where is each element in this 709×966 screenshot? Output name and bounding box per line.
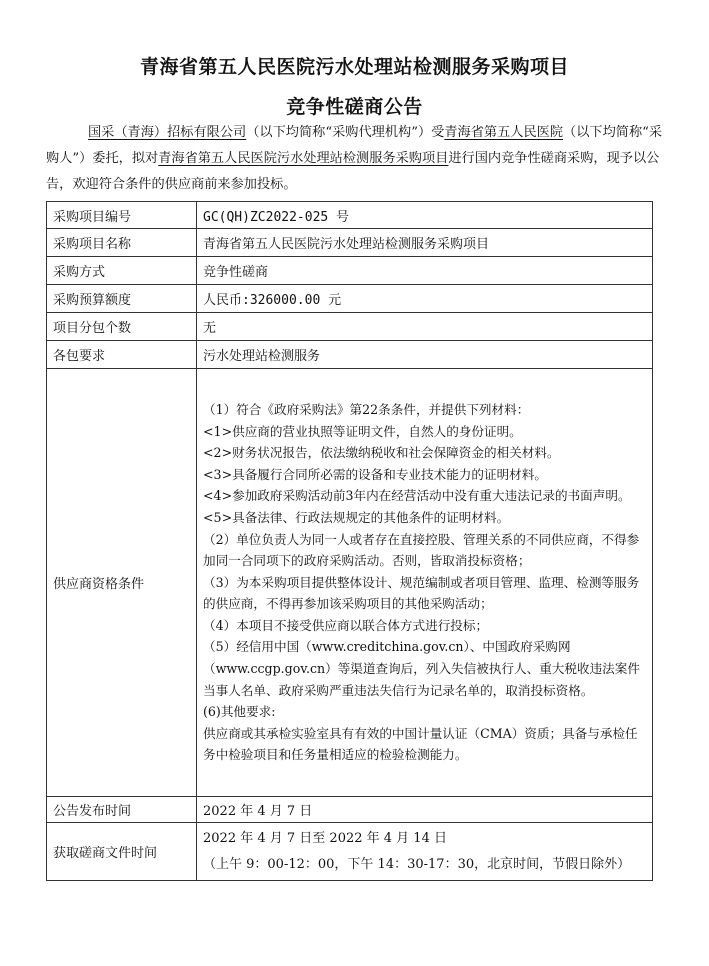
table-row <box>47 341 653 369</box>
row-value: 竞争性磋商 <box>197 257 653 285</box>
qualification-item: （3）为本采购项目提供整体设计、规范编制或者项目管理、监理、检测等服务的供应商，不得再参加该采购项目的其他采购活动； <box>203 574 640 612</box>
table-row <box>47 257 653 285</box>
intro-text-1: （以下均简称“采购代理机构”）受 <box>246 125 445 140</box>
notice-table <box>46 201 653 881</box>
obtain-hours: （上午 9：00-12：00，下午 14：30-17：30，北京时间，节假日除外） <box>203 856 631 872</box>
purchaser-name: 青海省第五人民医院 <box>444 125 564 140</box>
table-row <box>47 229 653 257</box>
obtain-date-range: 2022 年 4 月 7 日至 2022 年 4 月 14 日 <box>203 830 447 846</box>
qualification-item: <1>供应商的营业执照等证明文件，自然人的身份证明。 <box>203 423 522 439</box>
row-label: 公告发布时间 <box>47 797 197 823</box>
qualification-item: <3>具备履行合同所必需的设备和专业技术能力的证明材料。 <box>203 466 547 482</box>
page-title: 青海省第五人民医院污水处理站检测服务采购项目 <box>139 56 569 78</box>
row-value: 无 <box>197 313 653 341</box>
row-value: GC(QH)ZC2022-025 号 <box>197 202 653 229</box>
table-row <box>47 285 653 313</box>
row-value: 青海省第五人民医院污水处理站检测服务采购项目 <box>197 229 653 257</box>
page-subtitle: 竞争性磋商公告 <box>286 96 423 118</box>
qualification-item: （2）单位负责人为同一人或者存在直接控股、管理关系的不同供应商，不得参加同一合同项下的政府采购活动。否则，皆取消投标资格； <box>203 531 640 569</box>
intro-paragraph <box>46 120 666 198</box>
publish-date: 2022 年 4 月 7 日 <box>197 797 653 823</box>
row-label: 各包要求 <box>47 341 197 369</box>
qualification-item: （1）符合《政府采购法》第22条条件，并提供下列材料： <box>203 401 530 417</box>
row-label: 采购项目编号 <box>47 202 197 229</box>
qualification-item: <2>财务状况报告，依法缴纳税收和社会保障资金的相关材料。 <box>203 445 560 461</box>
qualification-item: <5>具备法律、行政法规规定的其他条件的证明材料。 <box>203 509 510 525</box>
intro-text-3: 进行国内竞争性磋商采购，现予以公告，欢迎符合条件的供应商前来参加投标。 <box>46 151 660 192</box>
intro-text-2: （以下均简称“采购人”）委托，拟对 <box>46 125 663 166</box>
qualification-list <box>197 369 653 797</box>
row-label: 项目分包个数 <box>47 313 197 341</box>
project-name: 青海省第五人民医院污水处理站检测服务采购项目 <box>158 151 449 166</box>
table-row <box>47 369 653 797</box>
qualification-item: 供应商或其承检实验室具有有效的中国计量认证（CMA）资质；具备与承检任务中检验项目和任务量相适应的检验检测能力。 <box>203 725 638 763</box>
table-row <box>47 797 653 823</box>
row-label: 获取磋商文件时间 <box>47 823 197 881</box>
row-value: 人民币:326000.00 元 <box>197 285 653 313</box>
table-row <box>47 313 653 341</box>
row-label: 供应商资格条件 <box>47 369 197 797</box>
row-label: 采购项目名称 <box>47 229 197 257</box>
table-row <box>47 202 653 229</box>
row-label: 采购方式 <box>47 257 197 285</box>
qualification-item: （5）经信用中国（www.creditchina.gov.cn）、中国政府采购网（www.ccgp.gov.cn）等渠道查询后，列入失信被执行人、重大税收违法案件当事人名单、政府采购严重违法失信行为记录名单的，取消投标资格。 <box>203 639 640 698</box>
qualification-item: <4>参加政府采购活动前3年内在经营活动中没有重大违法记录的书面声明。 <box>203 488 631 504</box>
table-row <box>47 823 653 881</box>
obtain-period <box>197 823 653 881</box>
row-label: 采购预算额度 <box>47 285 197 313</box>
qualification-item: （4）本项目不接受供应商以联合体方式进行投标； <box>203 617 489 633</box>
row-value: 污水处理站检测服务 <box>197 341 653 369</box>
agency-name: 国采（青海）招标有限公司 <box>88 125 247 140</box>
qualification-item: (6)其他要求: <box>203 704 276 720</box>
